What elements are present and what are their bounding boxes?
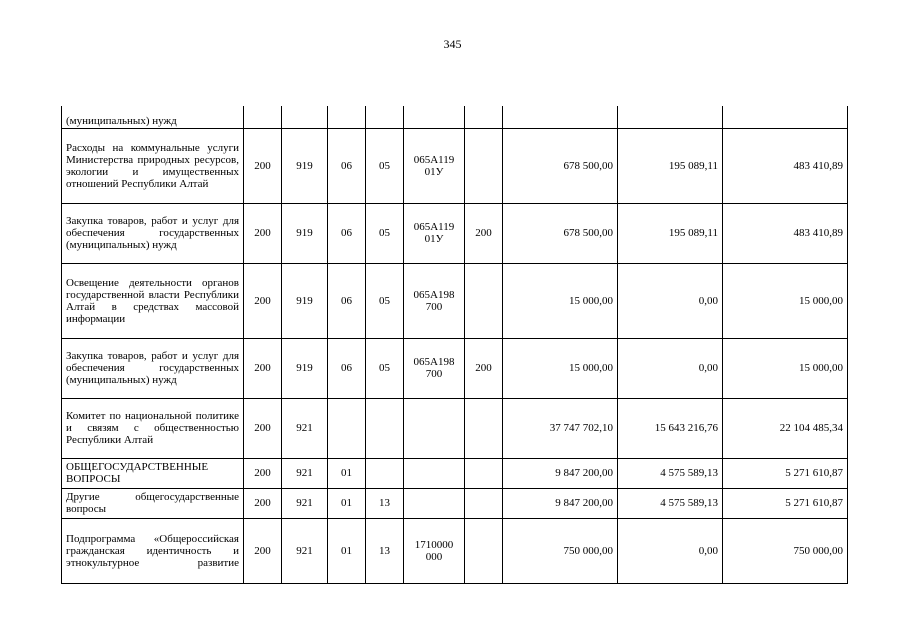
row-executed: 4 575 589,13 — [618, 458, 723, 488]
row-name: Другие общегосударственные вопросы — [62, 488, 244, 518]
row-type — [465, 128, 503, 203]
row-type — [465, 398, 503, 458]
row-type — [465, 518, 503, 583]
row-admin: 200 — [244, 518, 282, 583]
row-name: Подпрограмма «Общероссийская гражданская идентичность и этнокультурное развитие — [62, 518, 244, 583]
row-admin: 200 — [244, 398, 282, 458]
row-type — [465, 488, 503, 518]
row-plan — [503, 106, 618, 128]
row-executed: 15 643 216,76 — [618, 398, 723, 458]
row-name: Закупка товаров, работ и услуг для обеспечения государственных (муниципальных) нужд — [62, 203, 244, 263]
row-type: 200 — [465, 338, 503, 398]
row-type — [465, 458, 503, 488]
row-plan: 15 000,00 — [503, 338, 618, 398]
row-executed: 0,00 — [618, 518, 723, 583]
row-code: 919 — [282, 338, 328, 398]
row-executed: 195 089,11 — [618, 128, 723, 203]
row-target — [404, 458, 465, 488]
row-name: Освещение деятельности органов государственной власти Республики Алтай в средствах массовой информации — [62, 263, 244, 338]
page-number: 345 — [443, 37, 462, 51]
row-subsection — [366, 458, 404, 488]
row-code: 921 — [282, 488, 328, 518]
row-plan: 678 500,00 — [503, 128, 618, 203]
row-target — [404, 488, 465, 518]
table-row — [62, 263, 848, 338]
row-subsection — [366, 398, 404, 458]
row-remaining: 22 104 485,34 — [723, 398, 848, 458]
row-subsection: 13 — [366, 518, 404, 583]
row-target: 065A119 01У — [404, 203, 465, 263]
row-remaining: 5 271 610,87 — [723, 488, 848, 518]
row-plan: 37 747 702,10 — [503, 398, 618, 458]
row-name: Комитет по национальной политике и связям с общественностью Республики Алтай — [62, 398, 244, 458]
row-section: 01 — [328, 488, 366, 518]
row-subsection: 05 — [366, 263, 404, 338]
table-row — [62, 203, 848, 263]
row-remaining: 750 000,00 — [723, 518, 848, 583]
row-section: 06 — [328, 263, 366, 338]
row-admin: 200 — [244, 263, 282, 338]
row-plan: 750 000,00 — [503, 518, 618, 583]
row-target: 1710000 000 — [404, 518, 465, 583]
row-remaining: 483 410,89 — [723, 203, 848, 263]
row-subsection: 13 — [366, 488, 404, 518]
row-executed: 0,00 — [618, 338, 723, 398]
table-row — [62, 106, 848, 128]
row-plan: 9 847 200,00 — [503, 458, 618, 488]
row-section: 06 — [328, 338, 366, 398]
row-code: 921 — [282, 398, 328, 458]
row-admin: 200 — [244, 128, 282, 203]
row-plan: 9 847 200,00 — [503, 488, 618, 518]
row-type: 200 — [465, 203, 503, 263]
row-section: 06 — [328, 203, 366, 263]
row-admin: 200 — [244, 203, 282, 263]
row-code: 919 — [282, 128, 328, 203]
row-remaining: 483 410,89 — [723, 128, 848, 203]
table-row — [62, 338, 848, 398]
row-remaining: 15 000,00 — [723, 338, 848, 398]
row-code: 921 — [282, 518, 328, 583]
row-remaining: 5 271 610,87 — [723, 458, 848, 488]
row-name: Закупка товаров, работ и услуг для обеспечения государственных (муниципальных) нужд — [62, 338, 244, 398]
row-remaining: 15 000,00 — [723, 263, 848, 338]
row-code — [282, 106, 328, 128]
row-code: 919 — [282, 263, 328, 338]
row-plan: 678 500,00 — [503, 203, 618, 263]
row-admin — [244, 106, 282, 128]
row-type — [465, 106, 503, 128]
row-subsection: 05 — [366, 203, 404, 263]
budget-table — [61, 106, 848, 584]
row-subsection: 05 — [366, 128, 404, 203]
table-row — [62, 488, 848, 518]
row-admin: 200 — [244, 338, 282, 398]
row-target — [404, 398, 465, 458]
row-executed: 0,00 — [618, 263, 723, 338]
row-name: Расходы на коммунальные услуги Министерства природных ресурсов, экологии и имущественных отношений Республики Алтай — [62, 128, 244, 203]
row-executed: 4 575 589,13 — [618, 488, 723, 518]
row-section — [328, 398, 366, 458]
row-target: 065A198 700 — [404, 263, 465, 338]
row-section: 01 — [328, 518, 366, 583]
row-subsection: 05 — [366, 338, 404, 398]
table-row — [62, 128, 848, 203]
row-section — [328, 106, 366, 128]
row-target: 065A119 01У — [404, 128, 465, 203]
row-section: 06 — [328, 128, 366, 203]
table-row — [62, 458, 848, 488]
row-admin: 200 — [244, 458, 282, 488]
row-admin: 200 — [244, 488, 282, 518]
row-remaining — [723, 106, 848, 128]
table-row — [62, 518, 848, 583]
row-target — [404, 106, 465, 128]
row-name: ОБЩЕГОСУДАРСТВЕННЫЕ ВОПРОСЫ — [62, 458, 244, 488]
row-executed — [618, 106, 723, 128]
table-row — [62, 398, 848, 458]
row-target: 065A198 700 — [404, 338, 465, 398]
row-type — [465, 263, 503, 338]
row-plan: 15 000,00 — [503, 263, 618, 338]
row-code: 919 — [282, 203, 328, 263]
row-section: 01 — [328, 458, 366, 488]
row-executed: 195 089,11 — [618, 203, 723, 263]
row-name: (муниципальных) нужд — [62, 106, 244, 128]
row-subsection — [366, 106, 404, 128]
row-code: 921 — [282, 458, 328, 488]
